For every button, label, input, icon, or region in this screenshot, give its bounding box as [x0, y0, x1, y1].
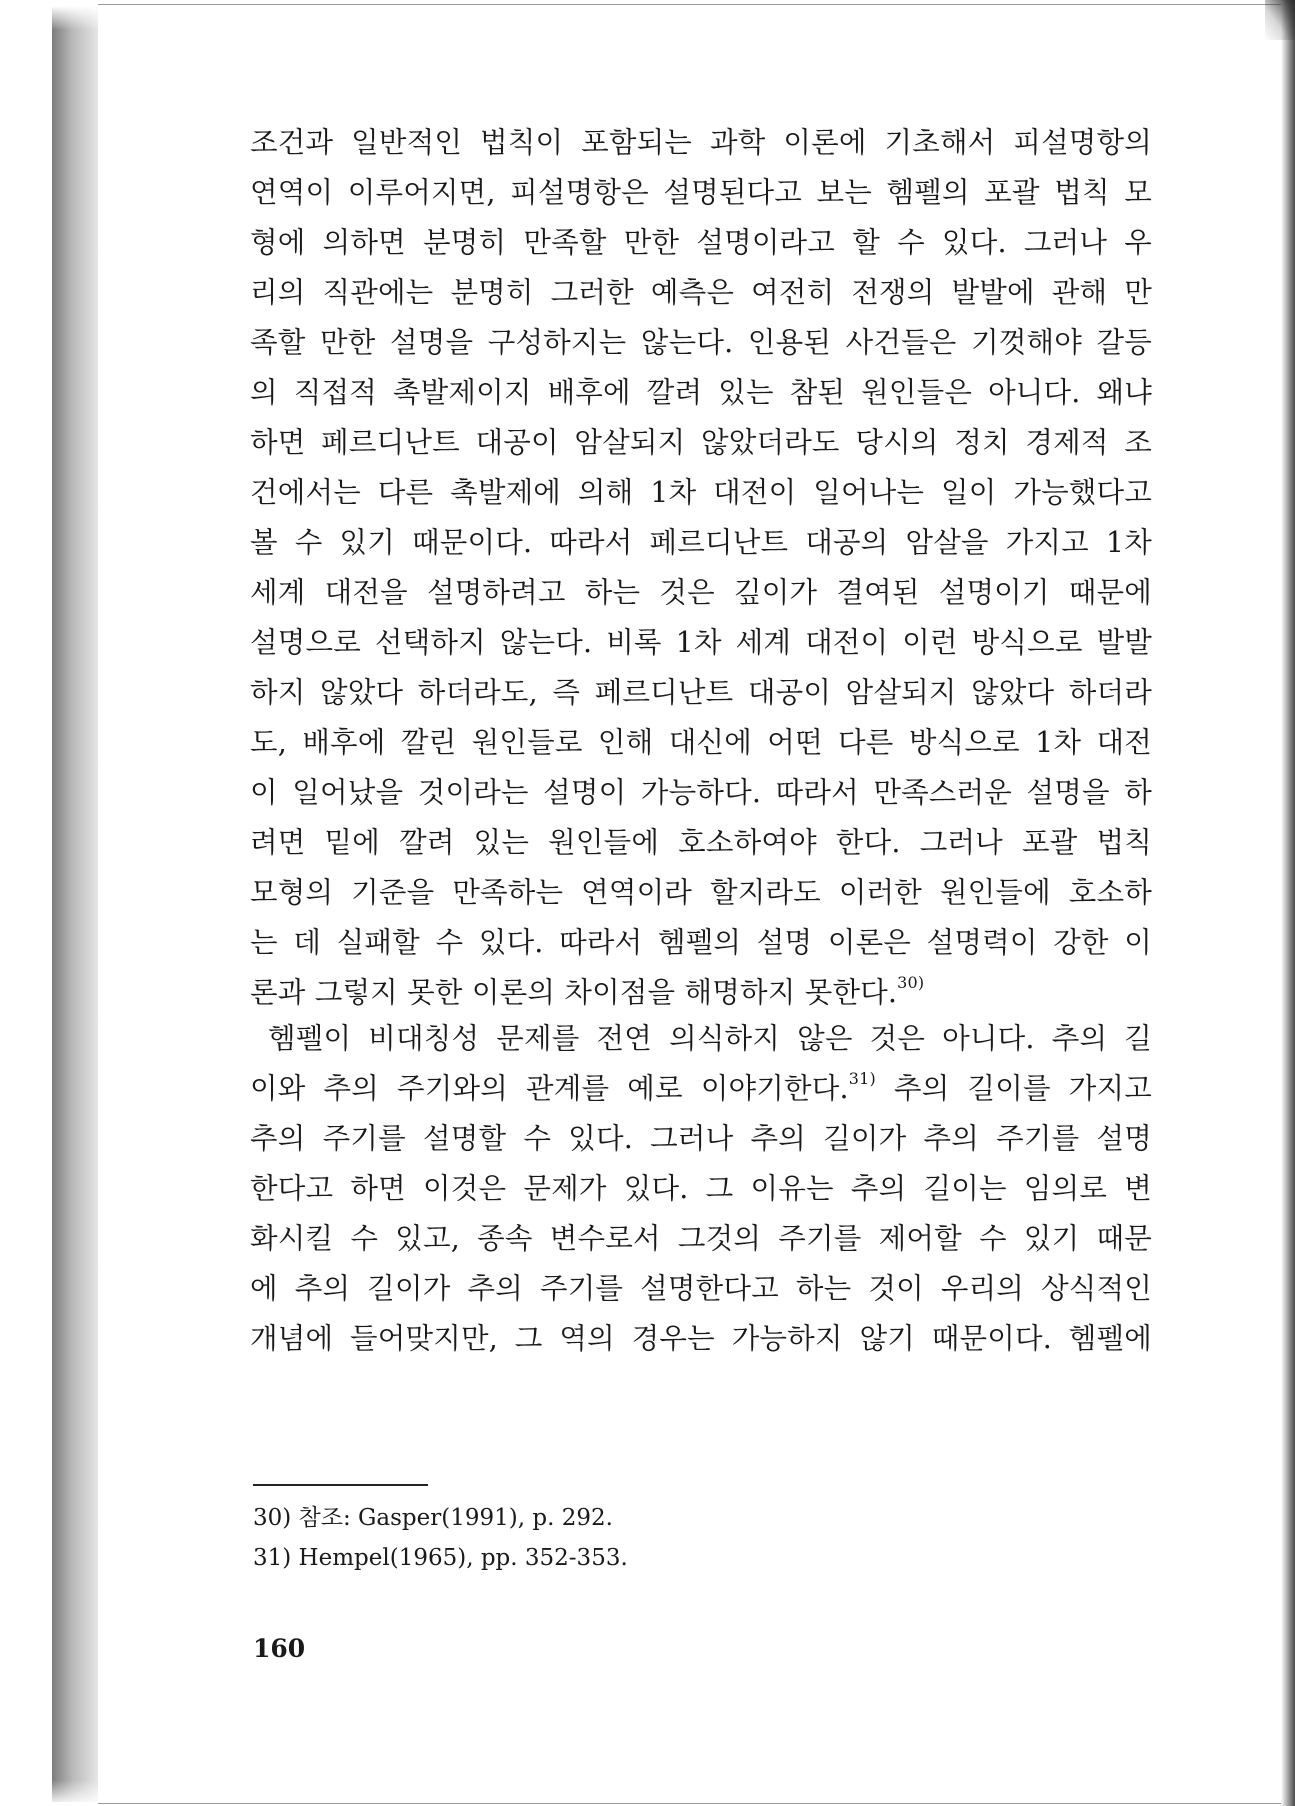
text-line: 이 일어났을 것이라는 설명이 가능하다. 따라서 만족스러운 설명을 하 [250, 776, 1152, 809]
page-right-shadow [1281, 0, 1295, 1806]
text-line: 는 데 실패할 수 있다. 따라서 헴펠의 설명 이론은 설명력이 강한 이 [250, 926, 1152, 959]
text-line: 의 직접적 촉발제이지 배후에 깔려 있는 참된 원인들은 아니다. 왜냐 [250, 376, 1152, 409]
text-line: 도, 배후에 깔린 원인들로 인해 대신에 어떤 다른 방식으로 1차 대전 [250, 726, 1152, 759]
text-line: 건에서는 다른 촉발제에 의해 1차 대전이 일어나는 일이 가능했다고 [250, 476, 1152, 509]
text-line: 개념에 들어맞지만, 그 역의 경우는 가능하지 않기 때문이다. 헴펠에 [250, 1322, 1152, 1355]
text-line: 형에 의하면 분명히 만족할 만한 설명이라고 할 수 있다. 그러나 우 [250, 226, 1152, 259]
text-line: 추의 주기를 설명할 수 있다. 그러나 추의 길이가 추의 주기를 설명 [250, 1122, 1152, 1155]
text-line-indented: 헴펠이 비대칭성 문제를 전연 의식하지 않은 것은 아니다. 추의 길 [268, 1022, 1152, 1055]
footnote-divider [253, 1484, 428, 1486]
text-line: 세계 대전을 설명하려고 하는 것은 깊이가 결여된 설명이기 때문에 [250, 576, 1152, 609]
text-line-text: 론과 그렇지 못한 이론의 차이점을 해명하지 못한다. [250, 976, 898, 1009]
text-line-with-note [250, 1064, 1152, 1114]
text-line-text: 추의 길이를 가지고 [875, 1072, 1152, 1105]
text-line: 하지 않았다 하더라도, 즉 페르디난트 대공이 암살되지 않았다 하더라 [250, 676, 1152, 709]
footnote-ref-30[interactable]: 30) [897, 972, 925, 992]
text-line: 려면 밑에 깔려 있는 원인들에 호소하여야 한다. 그러나 포괄 법칙 [250, 826, 1152, 859]
text-line: 리의 직관에는 분명히 그러한 예측은 여전히 전쟁의 발발에 관해 만 [250, 276, 1152, 309]
page-corner-shadow [1265, 0, 1295, 40]
text-line: 한다고 하면 이것은 문제가 있다. 그 이유는 추의 길이는 임의로 변 [250, 1172, 1152, 1205]
footnote-30: 30) 참조: Gasper(1991), p. 292. [253, 1505, 613, 1531]
text-line: 하면 페르디난트 대공이 암살되지 않았더라도 당시의 정치 경제적 조 [250, 426, 1152, 459]
book-edge-top-fade [52, 0, 98, 30]
book-page-edge [52, 6, 98, 1802]
text-line-last [250, 968, 924, 1018]
book-edge-bottom-fade [52, 1780, 98, 1806]
text-line: 연역이 이루어지면, 피설명항은 설명된다고 보는 헴펠의 포괄 법칙 모 [250, 176, 1152, 209]
page-number: 160 [253, 1634, 306, 1663]
text-line: 모형의 기준을 만족하는 연역이라 할지라도 이러한 원인들에 호소하 [250, 876, 1152, 909]
text-line: 설명으로 선택하지 않는다. 비록 1차 세계 대전이 이런 방식으로 발발 [250, 626, 1152, 659]
text-line: 화시킬 수 있고, 종속 변수로서 그것의 주기를 제어할 수 있기 때문 [250, 1222, 1152, 1255]
text-line: 족할 만한 설명을 구성하지는 않는다. 인용된 사건들은 기껏해야 갈등 [250, 326, 1152, 359]
text-line: 에 추의 길이가 추의 주기를 설명한다고 하는 것이 우리의 상식적인 [250, 1272, 1152, 1305]
text-line: 조건과 일반적인 법칙이 포함되는 과학 이론에 기초해서 피설명항의 [250, 126, 1152, 159]
text-line: 볼 수 있기 때문이다. 따라서 페르디난트 대공의 암살을 가지고 1차 [250, 526, 1152, 559]
footnote-ref-31[interactable]: 31) [848, 1068, 876, 1088]
text-line-text: 이와 추의 주기와의 관계를 예로 이야기한다. [250, 1072, 849, 1105]
footnote-31: 31) Hempel(1965), pp. 352-353. [253, 1545, 628, 1571]
